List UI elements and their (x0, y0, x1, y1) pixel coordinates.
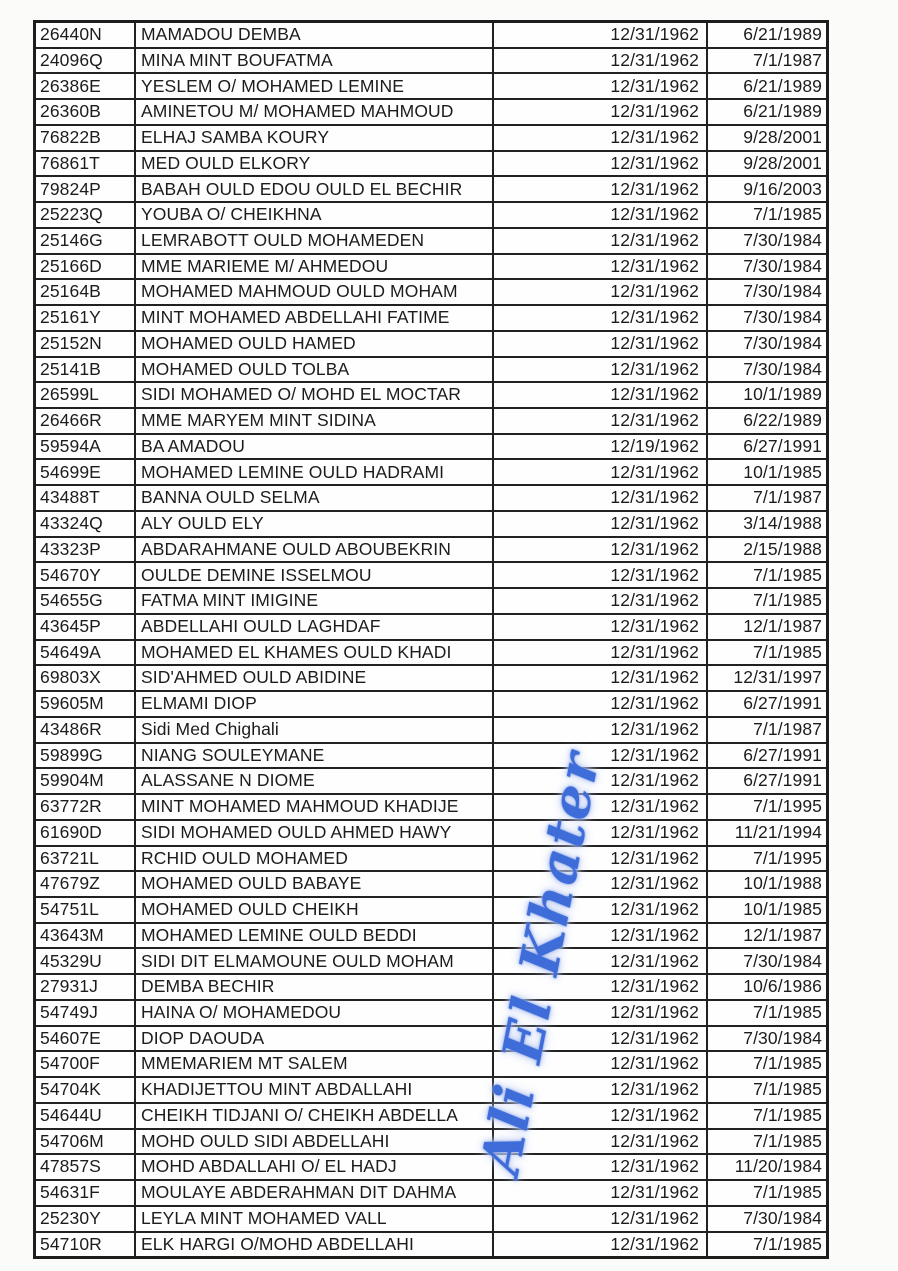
table-row (36, 666, 826, 692)
row-name-cell: MOHD OULD SIDI ABDELLAHI (136, 1130, 494, 1154)
row-name-cell: MOHAMED MAHMOUD OULD MOHAM (136, 280, 494, 304)
row-id-cell: 59594A (36, 435, 136, 459)
row-id-cell: 54631F (36, 1181, 136, 1205)
row-name-cell: SIDI DIT ELMAMOUNE OULD MOHAM (136, 949, 494, 973)
row-date1-cell: 12/31/1962 (494, 615, 708, 639)
row-id-cell: 26466R (36, 409, 136, 433)
row-date1-cell: 12/31/1962 (494, 538, 708, 562)
row-name-cell: OULDE DEMINE ISSELMOU (136, 563, 494, 587)
row-date2-cell: 7/1/1985 (753, 204, 822, 225)
row-name-cell: AMINETOU M/ MOHAMED MAHMOUD (136, 100, 494, 124)
row-date1-cell: 12/31/1962 (494, 1078, 708, 1102)
row-date2-cell: 7/1/1985 (753, 1002, 822, 1023)
row-date1-cell: 12/31/1962 (494, 332, 708, 356)
row-date2-cell: 7/1/1985 (753, 1079, 822, 1100)
table-row (36, 1052, 826, 1078)
row-name-cell: KHADIJETTOU MINT ABDALLAHI (136, 1078, 494, 1102)
row-date2-cell: 7/1/1987 (753, 487, 822, 508)
row-date1-cell: 12/31/1962 (494, 898, 708, 922)
row-date2-cell: 12/1/1987 (743, 924, 822, 945)
row-name-cell: ELHAJ SAMBA KOURY (136, 126, 494, 150)
row-name-cell: ALY OULD ELY (136, 512, 494, 536)
table-row (36, 975, 826, 1001)
row-date2-cell: 7/1/1985 (753, 641, 822, 662)
row-name-cell: CHEIKH TIDJANI O/ CHEIKH ABDELLA (136, 1104, 494, 1128)
row-name-cell: ALASSANE N DIOME (136, 769, 494, 793)
row-id-cell: 54700F (36, 1052, 136, 1076)
row-date1-cell: 12/31/1962 (494, 1233, 708, 1257)
row-date1-cell: 12/31/1962 (494, 126, 708, 150)
row-date2-cell: 10/1/1985 (743, 461, 822, 482)
row-id-cell: 43643M (36, 924, 136, 948)
row-id-cell: 25223Q (36, 203, 136, 227)
row-date1-cell: 12/31/1962 (494, 1052, 708, 1076)
row-date1-cell: 12/31/1962 (494, 486, 708, 510)
row-name-cell: MOHAMED LEMINE OULD BEDDI (136, 924, 494, 948)
row-date2-cell: 9/28/2001 (743, 152, 822, 173)
row-name-cell: MOULAYE ABDERAHMAN DIT DAHMA (136, 1181, 494, 1205)
table-row (36, 1233, 826, 1257)
row-date1-cell: 12/31/1962 (494, 1130, 708, 1154)
row-date2-cell: 7/1/1987 (753, 49, 822, 70)
row-date2-cell: 11/21/1994 (734, 821, 822, 842)
row-date2-cell: 11/20/1984 (734, 1156, 822, 1177)
row-date1-cell: 12/31/1962 (494, 100, 708, 124)
row-date1-cell: 12/31/1962 (494, 358, 708, 382)
table-row (36, 460, 826, 486)
table-row (36, 409, 826, 435)
row-id-cell: 63772R (36, 795, 136, 819)
table-row (36, 563, 826, 589)
row-name-cell: MOHD ABDALLAHI O/ EL HADJ (136, 1155, 494, 1179)
row-date2-cell: 7/1/1985 (753, 1182, 822, 1203)
row-date1-cell: 12/31/1962 (494, 152, 708, 176)
row-date1-cell: 12/31/1962 (494, 1104, 708, 1128)
row-date2-cell: 7/30/1984 (743, 229, 822, 250)
table-row (36, 332, 826, 358)
row-date1-cell: 12/31/1962 (494, 589, 708, 613)
row-date1-cell: 12/31/1962 (494, 1001, 708, 1025)
table-row (36, 795, 826, 821)
table-row (36, 692, 826, 718)
row-id-cell: 54751L (36, 898, 136, 922)
row-id-cell: 54749J (36, 1001, 136, 1025)
row-date2-cell: 10/1/1989 (743, 384, 822, 405)
table-row (36, 949, 826, 975)
row-id-cell: 76822B (36, 126, 136, 150)
row-name-cell: BABAH OULD EDOU OULD EL BECHIR (136, 177, 494, 201)
table-row (36, 1155, 826, 1181)
row-date1-cell: 12/31/1962 (494, 692, 708, 716)
table-row (36, 358, 826, 384)
row-date2-cell: 6/21/1989 (743, 101, 822, 122)
row-id-cell: 25152N (36, 332, 136, 356)
row-id-cell: 54704K (36, 1078, 136, 1102)
row-date2-cell: 7/30/1984 (743, 1207, 822, 1228)
row-date2-cell: 7/1/1985 (753, 1104, 822, 1125)
row-date2-cell: 7/30/1984 (743, 358, 822, 379)
row-date2-cell: 7/30/1984 (743, 255, 822, 276)
row-id-cell: 26360B (36, 100, 136, 124)
row-date2-cell: 7/1/1985 (753, 564, 822, 585)
row-name-cell: MOHAMED LEMINE OULD HADRAMI (136, 460, 494, 484)
row-name-cell: ABDELLAHI OULD LAGHDAF (136, 615, 494, 639)
row-id-cell: 79824P (36, 177, 136, 201)
row-date1-cell: 12/31/1962 (494, 74, 708, 98)
row-date1-cell: 12/31/1962 (494, 1027, 708, 1051)
row-name-cell: YOUBA O/ CHEIKHNA (136, 203, 494, 227)
table-row (36, 1027, 826, 1053)
row-id-cell: 69803X (36, 666, 136, 690)
row-name-cell: Sidi Med Chighali (136, 718, 494, 742)
row-id-cell: 43324Q (36, 512, 136, 536)
row-date1-cell: 12/31/1962 (494, 229, 708, 253)
table-row (36, 872, 826, 898)
row-id-cell: 27931J (36, 975, 136, 999)
row-date1-cell: 12/31/1962 (494, 177, 708, 201)
row-id-cell: 43645P (36, 615, 136, 639)
row-name-cell: BA AMADOU (136, 435, 494, 459)
row-id-cell: 26386E (36, 74, 136, 98)
table-row (36, 383, 826, 409)
table-row (36, 486, 826, 512)
row-date1-cell: 12/31/1962 (494, 847, 708, 871)
row-date2-cell: 7/30/1984 (743, 281, 822, 302)
row-name-cell: MINT MOHAMED ABDELLAHI FATIME (136, 306, 494, 330)
table-row (36, 177, 826, 203)
table-row (36, 512, 826, 538)
table-row (36, 152, 826, 178)
row-name-cell: BANNA OULD SELMA (136, 486, 494, 510)
row-id-cell: 61690D (36, 821, 136, 845)
row-name-cell: ELK HARGI O/MOHD ABDELLAHI (136, 1233, 494, 1257)
table-row (36, 255, 826, 281)
row-name-cell: MOHAMED OULD CHEIKH (136, 898, 494, 922)
row-id-cell: 54706M (36, 1130, 136, 1154)
row-date1-cell: 12/31/1962 (494, 255, 708, 279)
row-name-cell: DEMBA BECHIR (136, 975, 494, 999)
row-id-cell: 54699E (36, 460, 136, 484)
row-name-cell: LEMRABOTT OULD MOHAMEDEN (136, 229, 494, 253)
row-id-cell: 54649A (36, 641, 136, 665)
row-date1-cell: 12/31/1962 (494, 23, 708, 47)
row-date1-cell: 12/31/1962 (494, 769, 708, 793)
table-row (36, 435, 826, 461)
table-row (36, 74, 826, 100)
row-name-cell: MME MARYEM MINT SIDINA (136, 409, 494, 433)
row-date1-cell: 12/31/1962 (494, 512, 708, 536)
row-date2-cell: 2/15/1988 (743, 538, 822, 559)
table-row (36, 538, 826, 564)
row-date2-cell: 6/27/1991 (743, 744, 822, 765)
row-date2-cell: 7/1/1985 (753, 1053, 822, 1074)
row-id-cell: 25141B (36, 358, 136, 382)
row-id-cell: 47679Z (36, 872, 136, 896)
row-date1-cell: 12/31/1962 (494, 718, 708, 742)
row-date1-cell: 12/31/1962 (494, 821, 708, 845)
row-date2-cell: 7/1/1987 (753, 718, 822, 739)
table-row (36, 100, 826, 126)
row-name-cell: MOHAMED OULD TOLBA (136, 358, 494, 382)
row-name-cell: MOHAMED OULD HAMED (136, 332, 494, 356)
row-date2-cell: 10/6/1986 (743, 976, 822, 997)
row-date1-cell: 12/31/1962 (494, 49, 708, 73)
row-date1-cell: 12/31/1962 (494, 1181, 708, 1205)
table-row (36, 898, 826, 924)
row-name-cell: SIDI MOHAMED O/ MOHD EL MOCTAR (136, 383, 494, 407)
table-row (36, 1078, 826, 1104)
table-row (36, 126, 826, 152)
row-name-cell: MAMADOU DEMBA (136, 23, 494, 47)
row-date2-cell: 6/22/1989 (743, 410, 822, 431)
row-name-cell: FATMA MINT IMIGINE (136, 589, 494, 613)
row-date1-cell: 12/31/1962 (494, 306, 708, 330)
row-id-cell: 43486R (36, 718, 136, 742)
row-date2-cell: 10/1/1988 (743, 873, 822, 894)
row-date2-cell: 6/21/1989 (743, 24, 822, 45)
table-row (36, 847, 826, 873)
row-id-cell: 25146G (36, 229, 136, 253)
row-date1-cell: 12/31/1962 (494, 563, 708, 587)
row-date2-cell: 7/30/1984 (743, 307, 822, 328)
table-row (36, 1207, 826, 1233)
table-row (36, 1001, 826, 1027)
row-name-cell: HAINA O/ MOHAMEDOU (136, 1001, 494, 1025)
row-date2-cell: 7/30/1984 (743, 950, 822, 971)
row-date2-cell: 7/1/1985 (753, 1130, 822, 1151)
table-row (36, 229, 826, 255)
row-date1-cell: 12/31/1962 (494, 641, 708, 665)
table-row (36, 280, 826, 306)
row-date1-cell: 12/31/1962 (494, 949, 708, 973)
row-date2-cell: 6/21/1989 (743, 75, 822, 96)
table-row (36, 744, 826, 770)
row-name-cell: MINA MINT BOUFATMA (136, 49, 494, 73)
row-name-cell: MME MARIEME M/ AHMEDOU (136, 255, 494, 279)
row-id-cell: 43488T (36, 486, 136, 510)
table-row (36, 924, 826, 950)
row-date1-cell: 12/31/1962 (494, 203, 708, 227)
table-row (36, 718, 826, 744)
table-row (36, 641, 826, 667)
table-row (36, 1104, 826, 1130)
row-name-cell: SIDI MOHAMED OULD AHMED HAWY (136, 821, 494, 845)
table-row (36, 821, 826, 847)
row-date2-cell: 7/1/1985 (753, 1233, 822, 1254)
row-id-cell: 26440N (36, 23, 136, 47)
row-date1-cell: 12/31/1962 (494, 1155, 708, 1179)
table-row (36, 306, 826, 332)
row-date1-cell: 12/31/1962 (494, 795, 708, 819)
row-name-cell: YESLEM O/ MOHAMED LEMINE (136, 74, 494, 98)
row-date1-cell: 12/31/1962 (494, 872, 708, 896)
row-date2-cell: 12/31/1997 (733, 667, 822, 688)
table-row (36, 49, 826, 75)
row-id-cell: 59899G (36, 744, 136, 768)
row-date2-cell: 10/1/1985 (743, 899, 822, 920)
row-id-cell: 54644U (36, 1104, 136, 1128)
row-date2-cell: 6/27/1991 (743, 770, 822, 791)
row-id-cell: 54710R (36, 1233, 136, 1257)
row-name-cell: MOHAMED OULD BABAYE (136, 872, 494, 896)
row-id-cell: 76861T (36, 152, 136, 176)
row-name-cell: MMEMARIEM MT SALEM (136, 1052, 494, 1076)
row-id-cell: 45329U (36, 949, 136, 973)
row-date2-cell: 7/30/1984 (743, 332, 822, 353)
row-name-cell: LEYLA MINT MOHAMED VALL (136, 1207, 494, 1231)
row-id-cell: 25164B (36, 280, 136, 304)
row-id-cell: 25161Y (36, 306, 136, 330)
row-id-cell: 24096Q (36, 49, 136, 73)
table-row (36, 589, 826, 615)
row-date2-cell: 9/28/2001 (743, 127, 822, 148)
row-date2-cell: 7/1/1985 (753, 590, 822, 611)
row-date1-cell: 12/31/1962 (494, 460, 708, 484)
row-date1-cell: 12/31/1962 (494, 975, 708, 999)
row-id-cell: 26599L (36, 383, 136, 407)
row-date2-cell: 12/1/1987 (743, 616, 822, 636)
row-date1-cell: 12/31/1962 (494, 383, 708, 407)
row-id-cell: 54607E (36, 1027, 136, 1051)
row-name-cell: RCHID OULD MOHAMED (136, 847, 494, 871)
row-name-cell: ELMAMI DIOP (136, 692, 494, 716)
table-row (36, 769, 826, 795)
row-date1-cell: 12/31/1962 (494, 924, 708, 948)
row-name-cell: SID'AHMED OULD ABIDINE (136, 666, 494, 690)
records-table (33, 20, 829, 1259)
table-row (36, 203, 826, 229)
row-name-cell: MOHAMED EL KHAMES OULD KHADI (136, 641, 494, 665)
row-id-cell: 25166D (36, 255, 136, 279)
row-id-cell: 47857S (36, 1155, 136, 1179)
row-date2-cell: 6/27/1991 (743, 435, 822, 456)
row-id-cell: 59904M (36, 769, 136, 793)
table-row (36, 1181, 826, 1207)
table-row (36, 1130, 826, 1156)
row-date2-cell: 7/30/1984 (743, 1027, 822, 1048)
row-date1-cell: 12/31/1962 (494, 1207, 708, 1231)
row-date1-cell: 12/31/1962 (494, 744, 708, 768)
row-date2-cell: 9/16/2003 (743, 178, 822, 199)
row-name-cell: DIOP DAOUDA (136, 1027, 494, 1051)
table-row (36, 23, 826, 49)
row-date1-cell: 12/31/1962 (494, 666, 708, 690)
row-date2-cell: 7/1/1995 (753, 847, 822, 868)
row-id-cell: 54670Y (36, 563, 136, 587)
row-id-cell: 54655G (36, 589, 136, 613)
row-date2-cell: 6/27/1991 (743, 693, 822, 714)
row-name-cell: NIANG SOULEYMANE (136, 744, 494, 768)
row-id-cell: 43323P (36, 538, 136, 562)
table-row (36, 615, 826, 641)
watermark-signature: Ali El Khater (467, 744, 613, 1180)
row-id-cell: 59605M (36, 692, 136, 716)
row-date1-cell: 12/19/1962 (494, 435, 708, 459)
row-date1-cell: 12/31/1962 (494, 409, 708, 433)
row-id-cell: 63721L (36, 847, 136, 871)
row-date2-cell: 7/1/1995 (753, 796, 822, 817)
row-id-cell: 25230Y (36, 1207, 136, 1231)
row-name-cell: MED OULD ELKORY (136, 152, 494, 176)
row-date2-cell: 3/14/1988 (743, 513, 822, 534)
row-name-cell: MINT MOHAMED MAHMOUD KHADIJE (136, 795, 494, 819)
row-name-cell: ABDARAHMANE OULD ABOUBEKRIN (136, 538, 494, 562)
row-date1-cell: 12/31/1962 (494, 280, 708, 304)
